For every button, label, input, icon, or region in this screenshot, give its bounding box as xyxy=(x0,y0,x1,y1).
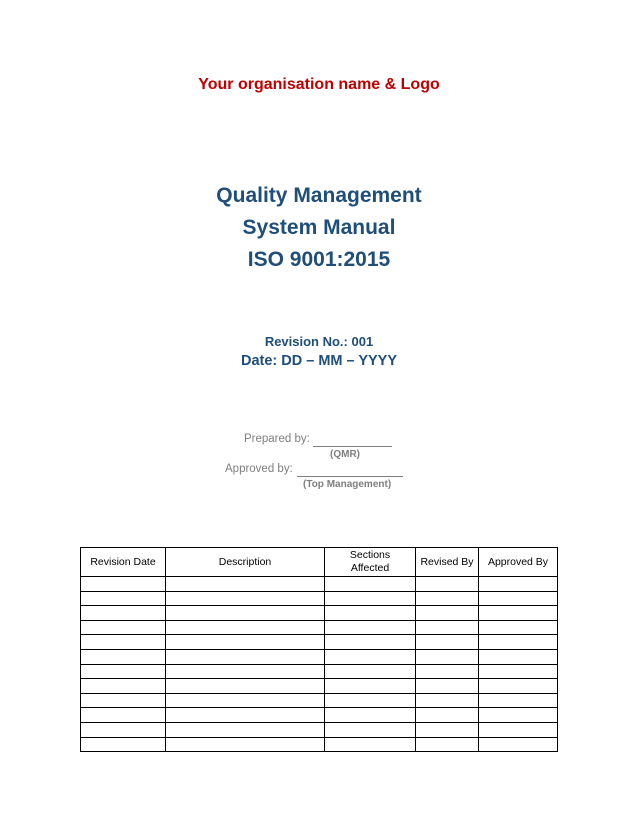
table-cell[interactable] xyxy=(325,577,416,592)
revision-number: Revision No.: 001 xyxy=(264,334,374,349)
table-cell[interactable] xyxy=(325,693,416,708)
table-cell[interactable] xyxy=(325,664,416,679)
approved-by-signature-line[interactable] xyxy=(297,476,403,477)
table-row xyxy=(81,693,558,708)
table-cell[interactable] xyxy=(479,679,558,694)
table-header-row xyxy=(81,548,558,577)
prepared-by-role: (QMR) xyxy=(330,449,360,460)
table-row xyxy=(81,606,558,621)
table-cell[interactable] xyxy=(479,693,558,708)
approved-by-role: (Top Management) xyxy=(303,479,392,490)
table-row xyxy=(81,679,558,694)
table-row xyxy=(81,635,558,650)
table-cell[interactable] xyxy=(416,708,479,723)
table-cell[interactable] xyxy=(166,635,325,650)
table-cell[interactable] xyxy=(479,708,558,723)
header-description: Description xyxy=(166,548,325,577)
table-cell[interactable] xyxy=(166,737,325,752)
table-cell[interactable] xyxy=(479,737,558,752)
table-cell[interactable] xyxy=(416,737,479,752)
prepared-by-label: Prepared by: xyxy=(244,433,310,445)
table-cell[interactable] xyxy=(416,620,479,635)
title-line-1: Quality Management xyxy=(216,184,422,207)
header-sections-affected: Sections Affected xyxy=(325,548,416,577)
table-cell[interactable] xyxy=(416,693,479,708)
header-approved-by: Approved By xyxy=(479,548,558,577)
table-cell[interactable] xyxy=(166,591,325,606)
table-row xyxy=(81,708,558,723)
table-cell[interactable] xyxy=(325,722,416,737)
table-cell[interactable] xyxy=(325,635,416,650)
table-cell[interactable] xyxy=(416,722,479,737)
table-cell[interactable] xyxy=(325,591,416,606)
table-cell[interactable] xyxy=(325,620,416,635)
table-cell[interactable] xyxy=(479,664,558,679)
table-cell[interactable] xyxy=(166,620,325,635)
table-cell[interactable] xyxy=(479,649,558,664)
header-revised-by: Revised By xyxy=(416,548,479,577)
table-cell[interactable] xyxy=(81,737,166,752)
table-cell[interactable] xyxy=(479,591,558,606)
table-cell[interactable] xyxy=(325,649,416,664)
table-cell[interactable] xyxy=(81,591,166,606)
table-cell[interactable] xyxy=(166,606,325,621)
table-cell[interactable] xyxy=(81,722,166,737)
approved-by-label: Approved by: xyxy=(225,463,293,475)
table-cell[interactable] xyxy=(81,693,166,708)
table-cell[interactable] xyxy=(81,708,166,723)
organisation-name-logo: Your organisation name & Logo xyxy=(198,76,440,93)
table-cell[interactable] xyxy=(81,664,166,679)
table-cell[interactable] xyxy=(416,635,479,650)
table-cell[interactable] xyxy=(479,577,558,592)
table-cell[interactable] xyxy=(166,577,325,592)
table-cell[interactable] xyxy=(416,679,479,694)
table-row xyxy=(81,649,558,664)
revision-date: Date: DD – MM – YYYY xyxy=(240,353,398,369)
table-cell[interactable] xyxy=(479,620,558,635)
table-row xyxy=(81,591,558,606)
table-cell[interactable] xyxy=(166,722,325,737)
table-row xyxy=(81,722,558,737)
title-line-3: ISO 9001:2015 xyxy=(247,248,391,271)
table-cell[interactable] xyxy=(81,679,166,694)
table-cell[interactable] xyxy=(416,664,479,679)
table-cell[interactable] xyxy=(416,577,479,592)
table-cell[interactable] xyxy=(166,693,325,708)
revision-history-table xyxy=(80,547,558,752)
table-cell[interactable] xyxy=(166,679,325,694)
table-row xyxy=(81,737,558,752)
table-cell[interactable] xyxy=(416,606,479,621)
document-title xyxy=(0,180,638,276)
table-cell[interactable] xyxy=(416,591,479,606)
table-cell[interactable] xyxy=(81,649,166,664)
table-cell[interactable] xyxy=(81,635,166,650)
table-cell[interactable] xyxy=(166,664,325,679)
table-cell[interactable] xyxy=(325,737,416,752)
revision-table-body xyxy=(81,577,558,752)
table-row xyxy=(81,620,558,635)
table-cell[interactable] xyxy=(325,606,416,621)
table-cell[interactable] xyxy=(325,679,416,694)
table-cell[interactable] xyxy=(81,606,166,621)
table-cell[interactable] xyxy=(325,708,416,723)
table-cell[interactable] xyxy=(166,708,325,723)
table-cell[interactable] xyxy=(479,606,558,621)
table-cell[interactable] xyxy=(81,620,166,635)
table-cell[interactable] xyxy=(81,577,166,592)
table-row xyxy=(81,664,558,679)
title-line-2: System Manual xyxy=(242,216,396,239)
table-cell[interactable] xyxy=(479,635,558,650)
header-revision-date: Revision Date xyxy=(81,548,166,577)
table-row xyxy=(81,577,558,592)
table-cell[interactable] xyxy=(416,649,479,664)
table-cell[interactable] xyxy=(479,722,558,737)
table-cell[interactable] xyxy=(166,649,325,664)
prepared-by-signature-line[interactable] xyxy=(313,446,392,447)
